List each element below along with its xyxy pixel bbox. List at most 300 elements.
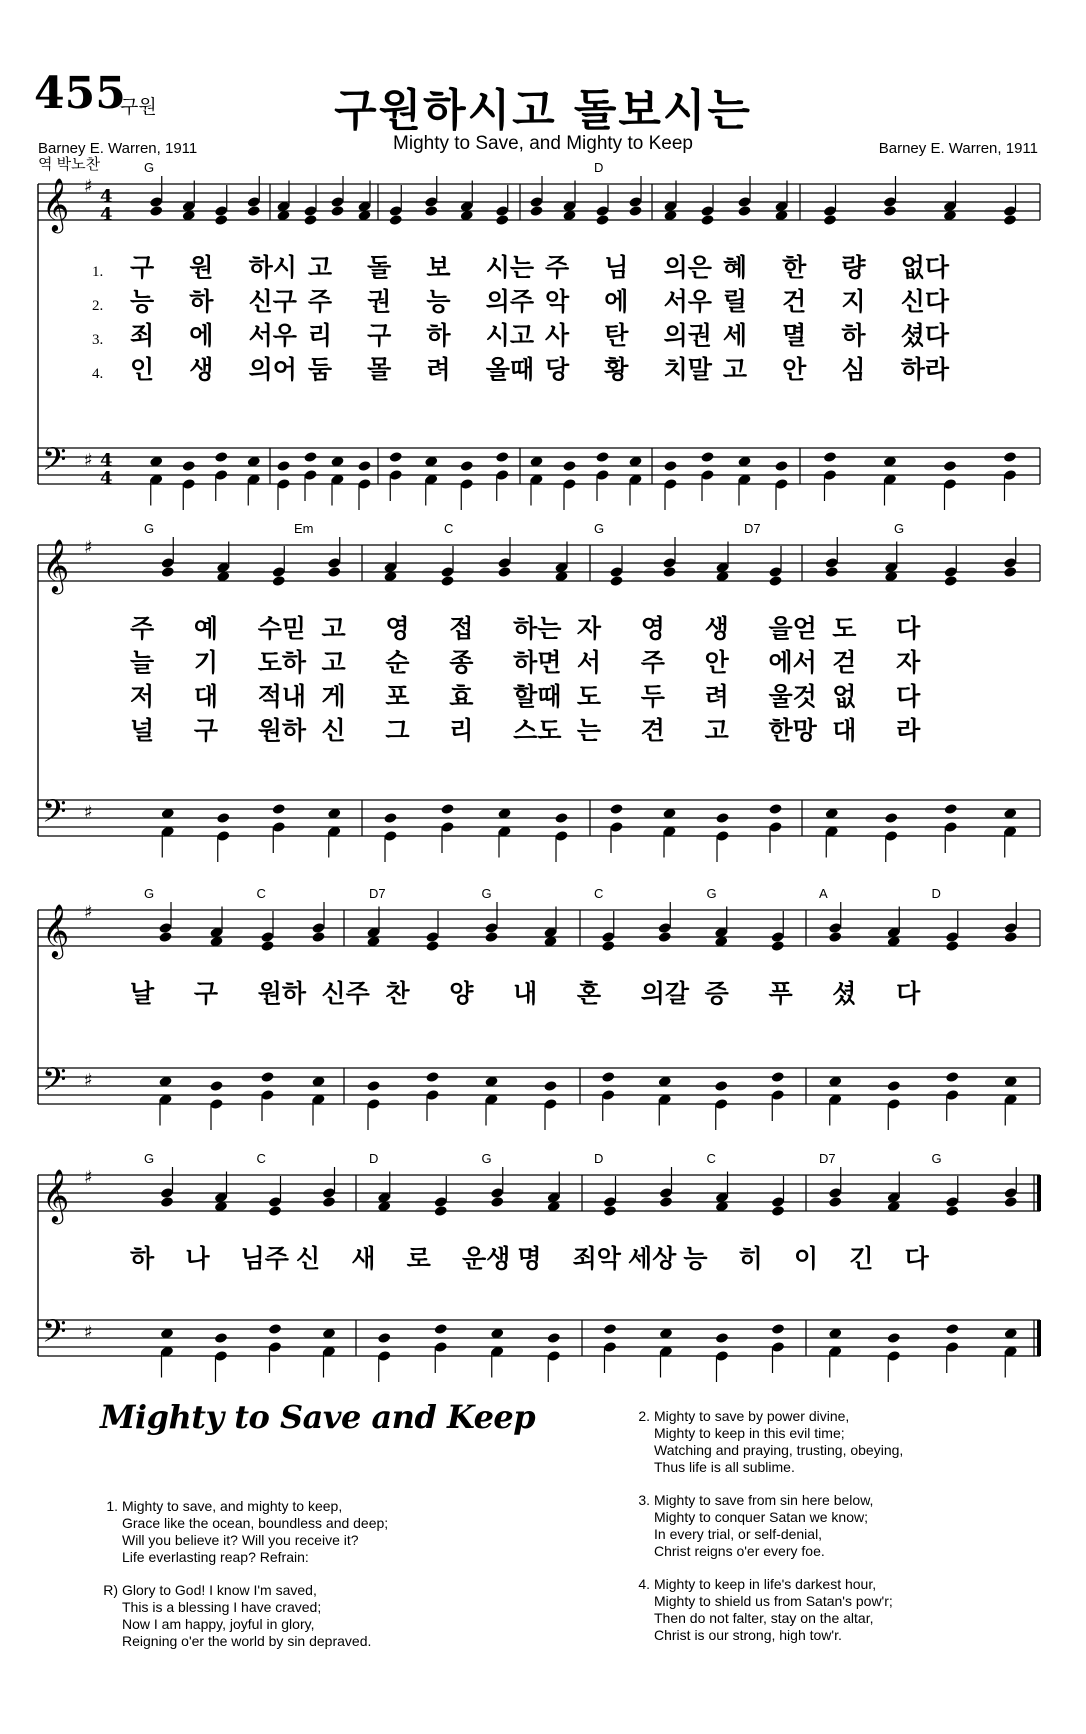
alto-notehead <box>272 575 286 587</box>
lyric-syllable: 다 <box>896 979 921 1008</box>
lyric-syllable: 효 <box>449 682 474 711</box>
lyric-syllable: 긴 <box>849 1244 874 1273</box>
lyric-syllable: 탄 <box>604 321 629 350</box>
lyric-syllable: 포 <box>385 682 410 711</box>
english-lyric-line: Grace like the ocean, boundless and deep; <box>122 1515 389 1531</box>
lyric-syllable: 능 <box>683 1244 708 1273</box>
lyric-syllable: 고 <box>307 253 333 282</box>
chord-symbol: C <box>256 886 266 901</box>
english-lyric-line: R) Glory to God! I know I'm saved, <box>98 1582 388 1599</box>
chord-symbol: G <box>481 1151 492 1166</box>
lyric-syllable: 견 <box>640 716 665 745</box>
alto-notehead <box>434 1205 448 1217</box>
lyric-syllable: 대 <box>832 716 857 745</box>
verse-number: 3. <box>92 332 104 348</box>
tenor-notehead <box>774 460 788 472</box>
lyric-syllable: 죄 <box>130 321 155 350</box>
lyric-syllable: 님 <box>604 253 629 282</box>
alto-notehead <box>440 575 454 587</box>
composer-credit: Barney E. Warren, 1911 <box>38 140 198 157</box>
lyric-syllable: 구 <box>130 253 155 282</box>
lyric-syllable: 생 <box>704 614 729 643</box>
sharp-key-signature-icon: ♯ <box>84 537 93 558</box>
lyric-syllable: 찬 <box>385 979 410 1008</box>
lyric-syllable: 세상 <box>628 1244 677 1273</box>
tenor-notehead <box>887 1080 901 1092</box>
lyric-syllable: 영 <box>385 614 410 643</box>
tenor-notehead <box>272 803 286 815</box>
chord-symbol: G <box>144 521 155 536</box>
english-lyric-line: 1. Mighty to save, and mighty to keep, <box>98 1498 388 1515</box>
english-stanzas-right <box>630 1408 903 1660</box>
lyric-syllable: 원하 <box>257 716 307 745</box>
alto-notehead <box>311 931 325 943</box>
tenor-notehead <box>663 460 677 472</box>
lyric-syllable: 서우 <box>663 287 712 316</box>
chord-symbol: G <box>931 1151 942 1166</box>
lyric-syllable: 스도 <box>513 716 562 745</box>
lyric-syllable: 의갈 <box>640 979 690 1008</box>
lyric-syllable: 원하 <box>257 979 307 1008</box>
lyric-syllable: 다 <box>904 1244 929 1273</box>
lyric-syllable: 증 <box>704 979 729 1008</box>
lyric-syllable: 능 <box>130 287 155 316</box>
lyric-syllable: 세 <box>722 321 748 350</box>
english-lyric-line: 4. Mighty to keep in life's darkest hour, <box>630 1576 903 1593</box>
tenor-notehead <box>460 460 474 472</box>
lyric-syllable: 셨 <box>832 979 857 1008</box>
lyric-syllable: 량 <box>841 253 866 282</box>
chord-symbol: G <box>481 886 492 901</box>
tenor-notehead <box>357 460 371 472</box>
verse-number: 1. <box>92 264 104 280</box>
alto-notehead <box>490 1196 504 1208</box>
lyric-syllable: 자 <box>896 648 921 677</box>
alto-notehead <box>659 1196 673 1208</box>
lyric-syllable: 보 <box>426 253 451 282</box>
lyric-syllable: 사 <box>545 321 570 350</box>
tenor-notehead <box>547 1332 561 1344</box>
lyric-syllable: 구 <box>367 321 392 350</box>
lyric-syllable: 심 <box>841 355 866 384</box>
alto-notehead <box>322 1196 336 1208</box>
tenor-notehead <box>714 1080 728 1092</box>
alto-notehead <box>389 214 403 226</box>
tenor-notehead <box>543 1080 557 1092</box>
tenor-notehead <box>562 460 576 472</box>
tenor-notehead <box>434 1323 448 1335</box>
tenor-notehead <box>389 451 403 463</box>
treble-clef-icon: 𝄞 <box>42 903 70 957</box>
alto-notehead <box>1003 566 1017 578</box>
english-lyric-line: Then do not falter, stay on the altar, <box>654 1610 874 1626</box>
lyric-syllable: 을얻 <box>768 614 817 643</box>
sharp-key-signature-icon: ♯ <box>84 802 93 823</box>
lyric-syllable: 널 <box>130 716 155 745</box>
lyric-syllable: 예 <box>193 614 219 643</box>
tenor-notehead <box>823 451 837 463</box>
tenor-notehead <box>1003 451 1017 463</box>
lyric-syllable: 건 <box>782 287 807 316</box>
lyric-syllable: 안 <box>704 648 729 677</box>
lyric-syllable: 라 <box>896 716 921 745</box>
lyric-syllable: 없 <box>832 682 857 711</box>
lyric-syllable: 구 <box>193 716 219 745</box>
lyric-syllable: 로 <box>406 1244 431 1273</box>
lyric-syllable: 도 <box>832 614 857 643</box>
lyric-syllable: 이 <box>794 1244 819 1273</box>
alto-notehead <box>330 205 344 217</box>
verse-number: 2. <box>92 298 104 314</box>
lyric-syllable: 대 <box>193 682 219 711</box>
bass-clef-icon: 𝄢 <box>42 793 67 837</box>
alto-notehead <box>825 566 839 578</box>
hymn-title-english: Mighty to Save, and Mighty to Keep <box>393 133 693 154</box>
lyric-syllable: 의은 <box>663 253 712 282</box>
lyric-syllable: 리 <box>307 321 333 350</box>
sharp-key-signature-icon: ♯ <box>84 1070 93 1091</box>
lyric-syllable: 고 <box>704 716 729 745</box>
english-lyric-line: Thus life is all sublime. <box>654 1459 795 1475</box>
lyric-syllable: 하 <box>130 1244 155 1273</box>
lyric-syllable: 울것 <box>768 682 817 711</box>
tenor-notehead <box>260 1071 274 1083</box>
alto-notehead <box>771 940 785 952</box>
lyric-syllable: 하는 <box>513 614 562 643</box>
alto-notehead <box>628 205 642 217</box>
chord-symbol: A <box>819 886 828 901</box>
alto-notehead <box>601 940 615 952</box>
tenor-notehead <box>495 451 509 463</box>
lyric-syllable: 수믿 <box>257 614 307 643</box>
treble-clef-icon: 𝄞 <box>42 177 70 231</box>
chord-symbol: C <box>444 521 454 536</box>
lyric-syllable: 구 <box>193 979 219 1008</box>
alto-notehead <box>1004 1196 1018 1208</box>
alto-notehead <box>495 214 509 226</box>
alto-notehead <box>268 1205 282 1217</box>
lyric-syllable: 황 <box>604 355 629 384</box>
lyric-syllable: 늘 <box>130 648 155 677</box>
alto-notehead <box>247 205 261 217</box>
lyric-syllable: 원 <box>189 253 214 282</box>
lyric-syllable: 신구 <box>248 287 297 316</box>
alto-notehead <box>737 205 751 217</box>
english-lyric-line: 3. Mighty to save from sin here below, <box>630 1492 903 1509</box>
lyric-syllable: 양 <box>449 979 474 1008</box>
lyric-syllable: 멸 <box>782 321 807 350</box>
lyric-syllable: 내 <box>513 979 538 1008</box>
lyric-syllable: 두 <box>640 682 665 711</box>
alto-notehead <box>609 575 623 587</box>
lyric-syllable: 자 <box>576 614 602 643</box>
lyric-syllable: 하 <box>426 321 451 350</box>
english-lyric-line: Life everlasting reap? Refrain: <box>122 1549 309 1565</box>
sharp-key-signature-icon: ♯ <box>84 176 93 197</box>
lyric-syllable: 나 <box>185 1244 210 1273</box>
lyric-syllable: 의권 <box>663 321 712 350</box>
lyric-syllable: 신다 <box>900 287 950 316</box>
lyric-syllable: 하시 <box>248 253 297 282</box>
lyric-syllable: 하라 <box>900 355 950 384</box>
english-lyric-line: Now I am happy, joyful in glory, <box>122 1616 315 1632</box>
lyric-syllable: 걷 <box>832 648 857 677</box>
translator-credit: 역 박노찬 <box>38 156 101 173</box>
lyric-syllable: 하 <box>189 287 214 316</box>
lyric-syllable: 도 <box>576 682 602 711</box>
lyric-syllable: 명 <box>517 1244 542 1273</box>
sharp-key-signature-icon: ♯ <box>84 902 93 923</box>
alto-notehead <box>945 1205 959 1217</box>
chord-symbol: G <box>706 886 717 901</box>
tenor-notehead <box>209 1080 223 1092</box>
alto-notehead <box>158 931 172 943</box>
lyric-syllable: 신주 <box>321 979 370 1008</box>
lyric-syllable: 기 <box>193 648 219 677</box>
hymn-number: 455 <box>34 68 126 119</box>
alto-notehead <box>658 931 672 943</box>
tenor-notehead <box>768 803 782 815</box>
lyric-syllable: 신 <box>321 716 346 745</box>
hymn-section-label: 구원 <box>120 96 157 118</box>
chord-symbol: Em <box>294 521 314 536</box>
tenor-notehead <box>601 1071 615 1083</box>
lyric-syllable: 새 <box>351 1244 376 1273</box>
lyric-syllable: 주 <box>307 287 333 316</box>
treble-clef-icon: 𝄞 <box>42 1168 70 1222</box>
chord-symbol: D7 <box>819 1151 836 1166</box>
alto-notehead <box>883 205 897 217</box>
bass-clef-icon: 𝄢 <box>42 441 67 485</box>
alto-notehead <box>425 940 439 952</box>
chord-symbol: D <box>369 1151 379 1166</box>
lyric-syllable: 당 <box>545 355 570 384</box>
tenor-notehead <box>944 803 958 815</box>
chord-symbol: D <box>594 1151 604 1166</box>
alto-notehead <box>944 575 958 587</box>
lyric-syllable: 없다 <box>900 253 950 282</box>
lyric-syllable: 려 <box>704 682 729 711</box>
alto-notehead <box>214 214 228 226</box>
stanza-number: 1. <box>106 1498 118 1514</box>
chord-symbol: D <box>594 160 604 175</box>
lyric-syllable: 접 <box>449 614 474 643</box>
lyric-syllable: 날 <box>130 979 155 1008</box>
alto-notehead <box>828 1196 842 1208</box>
alto-notehead <box>160 1196 174 1208</box>
english-lyric-line: Christ is our strong, high tow'r. <box>654 1627 842 1643</box>
chord-symbol: G <box>144 160 155 175</box>
tenor-notehead <box>715 1332 729 1344</box>
treble-clef-icon: 𝄞 <box>42 538 70 592</box>
lyric-syllable: 죄악 <box>572 1244 621 1273</box>
lyric-syllable: 다 <box>896 682 921 711</box>
lyric-syllable: 에 <box>604 287 629 316</box>
lyric-syllable: 시고 <box>485 321 535 350</box>
tenor-notehead <box>715 812 729 824</box>
lyric-syllable: 하 <box>841 321 866 350</box>
lyric-syllable: 는 <box>576 716 602 745</box>
tenor-notehead <box>268 1323 282 1335</box>
chord-symbol: D <box>931 886 941 901</box>
stanza-number: R) <box>103 1582 118 1598</box>
chord-symbol: D7 <box>744 521 761 536</box>
tenor-notehead <box>945 1323 959 1335</box>
lyric-syllable: 능 <box>426 287 451 316</box>
lyric-syllable: 의어 <box>248 355 297 384</box>
lyric-syllable: 종 <box>449 648 474 677</box>
tenor-notehead <box>216 812 230 824</box>
lyric-syllable: 도하 <box>257 648 307 677</box>
alto-notehead <box>662 566 676 578</box>
english-lyrics-title: Mighty to Save and Keep <box>100 1398 536 1436</box>
lyric-syllable: 인 <box>130 355 155 384</box>
lyric-syllable: 둠 <box>307 355 333 384</box>
alto-notehead <box>1004 931 1018 943</box>
lyric-syllable: 올때 <box>485 355 535 384</box>
verse-number: 4. <box>92 366 104 382</box>
lyric-syllable: 리 <box>449 716 474 745</box>
lyric-syllable: 게 <box>321 682 346 711</box>
lyric-syllable: 돌 <box>367 253 392 282</box>
lyric-syllable: 저 <box>130 682 155 711</box>
lyric-syllable: 신 <box>296 1244 321 1273</box>
alto-notehead <box>771 1205 785 1217</box>
english-stanza <box>630 1576 903 1644</box>
tenor-notehead <box>214 1332 228 1344</box>
lyric-syllable: 한망 <box>768 716 817 745</box>
alto-notehead <box>260 940 274 952</box>
tenor-notehead <box>366 1080 380 1092</box>
lyric-syllable: 님주 <box>240 1244 289 1273</box>
time-signature-bottom: 4 <box>100 468 113 489</box>
alto-notehead <box>303 214 317 226</box>
alto-notehead <box>327 566 341 578</box>
alto-notehead <box>161 566 175 578</box>
english-lyric-line: Watching and praying, trusting, obeying, <box>654 1442 904 1458</box>
time-signature-bottom: 4 <box>100 204 113 225</box>
lyric-syllable: 고 <box>321 614 346 643</box>
tenor-notehead <box>771 1323 785 1335</box>
alto-notehead <box>497 566 511 578</box>
alto-notehead <box>595 214 609 226</box>
english-lyric-line: Mighty to keep in this evil time; <box>654 1425 845 1441</box>
english-stanza <box>98 1582 388 1650</box>
lyric-syllable: 안 <box>782 355 807 384</box>
lyric-syllable: 셨다 <box>900 321 950 350</box>
lyric-syllable: 고 <box>321 648 346 677</box>
english-stanza <box>630 1408 903 1476</box>
alto-notehead <box>828 931 842 943</box>
sharp-key-signature-icon: ♯ <box>84 1322 93 1343</box>
bass-clef-icon: 𝄢 <box>42 1313 67 1357</box>
english-stanza <box>98 1498 388 1566</box>
english-lyric-line: Reigning o'er the world by sin depraved. <box>122 1633 372 1649</box>
lyric-syllable: 푸 <box>768 979 793 1008</box>
tenor-notehead <box>214 451 228 463</box>
alto-notehead <box>768 575 782 587</box>
bass-clef-icon: 𝄢 <box>42 1061 67 1105</box>
lyric-syllable: 서우 <box>248 321 297 350</box>
alto-notehead <box>823 214 837 226</box>
lyric-syllable: 악 <box>545 287 570 316</box>
chord-symbol: G <box>144 886 155 901</box>
english-stanza <box>630 1492 903 1560</box>
lyric-syllable: 순 <box>385 648 410 677</box>
chord-symbol: C <box>594 886 604 901</box>
tenor-notehead <box>554 812 568 824</box>
lyric-syllable: 적내 <box>257 682 307 711</box>
chord-symbol: G <box>144 1151 155 1166</box>
stanza-number: 4. <box>638 1576 650 1592</box>
lyric-syllable: 치말 <box>663 355 712 384</box>
tenor-notehead <box>603 1323 617 1335</box>
lyric-syllable: 지 <box>841 287 866 316</box>
sharp-key-signature-icon: ♯ <box>84 1167 93 1188</box>
stanza-number: 3. <box>638 1492 650 1508</box>
tenor-notehead <box>276 460 290 472</box>
tenor-notehead <box>884 812 898 824</box>
lyric-syllable: 혼 <box>576 979 602 1008</box>
lyric-syllable: 서 <box>576 648 602 677</box>
lyric-syllable: 에서 <box>768 648 817 677</box>
alto-notehead <box>149 205 163 217</box>
hymn-title-korean: 구원하시고 돌보시는 <box>334 85 752 136</box>
tenor-notehead <box>425 1071 439 1083</box>
chord-symbol: C <box>706 1151 716 1166</box>
lyric-syllable: 몰 <box>367 355 392 384</box>
chord-symbol: G <box>594 521 605 536</box>
tenor-notehead <box>440 803 454 815</box>
sharp-key-signature-icon: ♯ <box>84 450 93 471</box>
alto-notehead <box>529 205 543 217</box>
tenor-notehead <box>377 1332 391 1344</box>
lyricist-credit: Barney E. Warren, 1911 <box>878 140 1038 157</box>
tenor-notehead <box>700 451 714 463</box>
tenor-notehead <box>182 460 196 472</box>
english-lyric-line: In every trial, or self-denial, <box>654 1526 823 1542</box>
chord-symbol: G <box>894 521 905 536</box>
lyric-syllable: 주 <box>130 614 155 643</box>
english-lyric-line: Mighty to conquer Satan we know; <box>654 1509 869 1525</box>
tenor-notehead <box>609 803 623 815</box>
time-signature-top: 4 <box>100 450 113 471</box>
english-lyric-line: Will you believe it? Will you receive it? <box>122 1532 359 1548</box>
lyric-syllable: 운생 <box>462 1244 511 1273</box>
tenor-notehead <box>771 1071 785 1083</box>
lyric-syllable: 영 <box>640 614 665 643</box>
stanza-number: 2. <box>638 1408 650 1424</box>
alto-notehead <box>1003 214 1017 226</box>
time-signature-top: 4 <box>100 186 113 207</box>
english-lyric-line: Mighty to shield us from Satan's pow'r; <box>654 1593 893 1609</box>
tenor-notehead <box>945 1071 959 1083</box>
lyric-syllable: 그 <box>385 716 410 745</box>
alto-notehead <box>424 205 438 217</box>
alto-notehead <box>484 931 498 943</box>
lyric-syllable: 에 <box>189 321 214 350</box>
lyric-syllable: 권 <box>367 287 392 316</box>
english-lyric-line: This is a blessing I have craved; <box>122 1599 322 1615</box>
lyric-syllable: 생 <box>189 355 214 384</box>
tenor-notehead <box>595 451 609 463</box>
lyric-syllable: 한 <box>782 253 807 282</box>
alto-notehead <box>700 214 714 226</box>
lyric-syllable: 히 <box>738 1244 763 1273</box>
lyric-syllable: 주 <box>545 253 570 282</box>
lyric-syllable: 의주 <box>485 287 535 316</box>
lyric-syllable: 혜 <box>722 253 748 282</box>
